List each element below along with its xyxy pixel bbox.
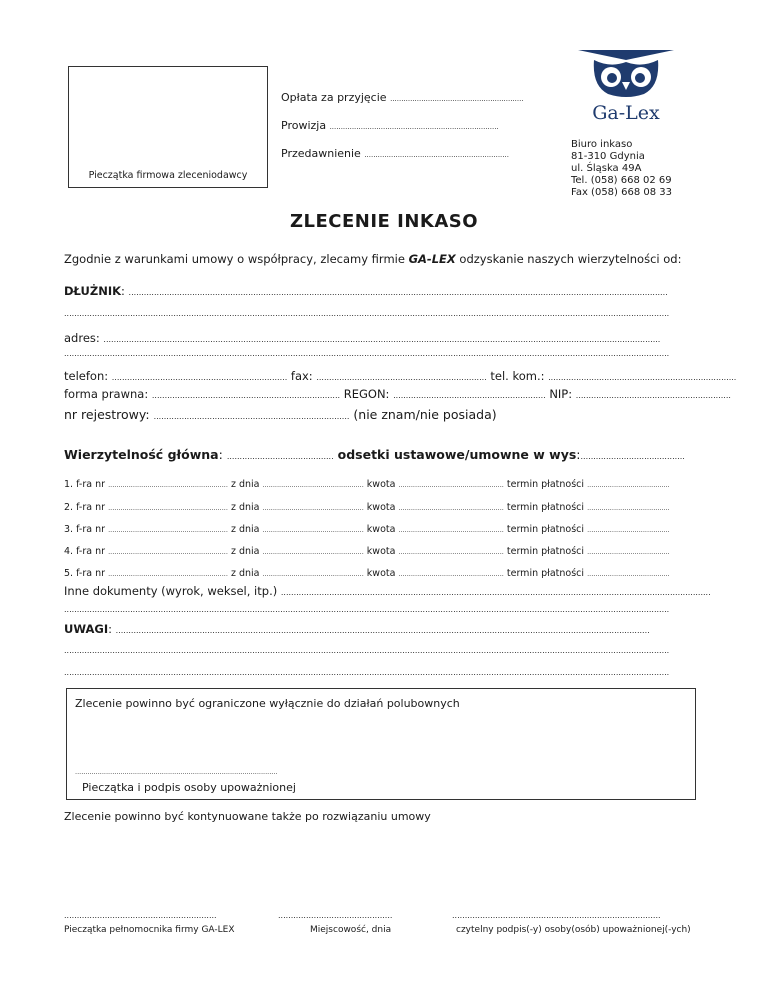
intro-company: GA-LEX (408, 252, 456, 266)
amount-label: kwota (366, 546, 396, 557)
intro-text (64, 252, 698, 266)
office-fax: Fax (058) 668 08 33 (571, 187, 673, 198)
due-label: termin płatności (506, 502, 585, 513)
main-claim-label: Wierzytelność główna (64, 447, 219, 462)
regon-label: REGON: (343, 387, 390, 401)
invoice-row[interactable]: 5. f-ra nr .......................................................... z dnia ................................................. kwota ................................................... termin płatności ........................................ (64, 568, 670, 579)
office-address (571, 139, 672, 199)
entry-fee-label: Opłata za przyjęcie (281, 91, 387, 104)
intro-before: Zgodnie z warunkami umowy o współpracy, zlecamy firmie (64, 252, 409, 266)
invoice-label: f-ra nr (76, 546, 106, 557)
debtor-line[interactable]: DŁUŻNIK: .................................................................................................................................................................................................................... (64, 284, 668, 298)
legal-form-label: forma prawna: (64, 387, 149, 401)
invoice-row[interactable]: 2. f-ra nr .......................................................... z dnia ................................................. kwota ................................................... termin płatności ........................................ (64, 502, 670, 513)
limitation-line: Przedawnienie ................................................................. (281, 147, 509, 160)
register-line[interactable]: nr rejestrowy: ............................................................................. (nie znam/nie posiada) (64, 407, 497, 422)
debtor-line-2[interactable]: .............................................................................................................................................................................................................................................. (64, 309, 670, 318)
client-stamp-box (68, 66, 268, 188)
amicable-actions-box (66, 688, 696, 800)
client-stamp-label: Pieczątka firmowa zleceniodawcy (88, 170, 248, 181)
readable-signature-label: czytelny podpis(-y) osoby(osób) upoważnionej(-ych) (456, 925, 691, 935)
row-number: 5. (64, 568, 74, 579)
nip-label: NIP: (549, 387, 573, 401)
invoice-row[interactable]: 4. f-ra nr .......................................................... z dnia ................................................. kwota ................................................... termin płatności ........................................ (64, 546, 670, 557)
address-label: adres: (64, 331, 100, 345)
contact-line[interactable]: telefon: ..................................................................... fax: ................................................................... tel. kom.: .......................................................................... (64, 369, 737, 383)
invoice-label: f-ra nr (76, 502, 106, 513)
fax-label: fax: (290, 369, 313, 383)
office-phone: Tel. (058) 668 02 69 (571, 175, 672, 186)
amicable-actions-text: Zlecenie powinno być ograniczone wyłącznie do działań polubownych (75, 697, 460, 710)
invoice-label: f-ra nr (76, 524, 106, 535)
invoice-row[interactable]: 1. f-ra nr .......................................................... z dnia ................................................. kwota ................................................... termin płatności ........................................ (64, 479, 670, 490)
commission-line: Prowizja ............................................................................ (281, 119, 499, 132)
limitation-label: Przedawnienie (281, 147, 361, 160)
register-note: (nie znam/nie posiada) (353, 407, 497, 422)
date-label: z dnia (230, 568, 260, 579)
debtor-label: DŁUŻNIK (64, 284, 122, 298)
phone-label: telefon: (64, 369, 109, 383)
date-label: z dnia (230, 546, 260, 557)
row-number: 3. (64, 524, 74, 535)
remarks-line[interactable]: UWAGI: .................................................................................................................................................................................................................. (64, 622, 650, 636)
office-city: 81-310 Gdynia (571, 151, 645, 162)
due-label: termin płatności (506, 568, 585, 579)
office-name: Biuro inkaso (571, 139, 633, 150)
other-docs-row[interactable]: Inne dokumenty (wyrok, weksel, itp.) ......................................................................................................................................................................... (64, 584, 711, 598)
continue-text: Zlecenie powinno być kontynuowane także po rozwiązaniu umowy (64, 810, 431, 823)
owl-logo-icon (578, 46, 674, 130)
signature-dots-3[interactable]: .................................................................................. (452, 911, 661, 920)
date-label: z dnia (230, 524, 260, 535)
office-street: ul. Śląska 49A (571, 163, 642, 174)
amount-label: kwota (366, 502, 396, 513)
invoice-label: f-ra nr (76, 568, 106, 579)
amount-label: kwota (366, 524, 396, 535)
interest-label: odsetki ustawowe/umowne w wys (337, 447, 577, 462)
entry-fee-line: Opłata za przyjęcie ............................................................ (281, 91, 524, 104)
row-number: 2. (64, 502, 74, 513)
other-docs-label: Inne dokumenty (wyrok, weksel, itp.) (64, 584, 278, 598)
amount-label: kwota (366, 568, 396, 579)
date-label: z dnia (230, 502, 260, 513)
row-number: 4. (64, 546, 74, 557)
invoice-row[interactable]: 3. f-ra nr .......................................................... z dnia ................................................. kwota ................................................... termin płatności ........................................ (64, 524, 670, 535)
signature-dots-2[interactable]: ............................................. (278, 911, 393, 920)
invoice-label: f-ra nr (76, 479, 106, 490)
claim-line[interactable]: Wierzytelność główna: .......................................... odsetki ustawowe/umowne w wys:......................................... (64, 447, 685, 462)
place-date-label: Miejscowość, dnia (310, 925, 392, 935)
due-label: termin płatności (506, 524, 585, 535)
remarks-line-2[interactable]: .............................................................................................................................................................................................................................................. (64, 646, 670, 655)
page-title: ZLECENIE INKASO (289, 211, 479, 232)
register-label: nr rejestrowy: (64, 407, 150, 422)
signature-dots-1[interactable]: ............................................................ (64, 911, 217, 920)
agent-stamp-label: Pieczątka pełnomocnika firmy GA-LEX (64, 925, 235, 935)
other-docs-line-2[interactable]: .............................................................................................................................................................................................................................................. (64, 605, 670, 614)
logo-text: Ga-Lex (592, 102, 660, 124)
mobile-label: tel. kom.: (490, 369, 545, 383)
legal-form-line[interactable]: forma prawna: .......................................................................... REGON: ............................................................ NIP: ............................................................. (64, 387, 731, 401)
intro-after: odzyskanie naszych wierzytelności od: (455, 252, 682, 266)
due-label: termin płatności (506, 546, 585, 557)
date-label: z dnia (230, 479, 260, 490)
row-number: 1. (64, 479, 74, 490)
remarks-label: UWAGI (64, 622, 109, 636)
due-label: termin płatności (506, 479, 585, 490)
signature-dots[interactable]: .................................................................................................. (75, 768, 278, 776)
authorized-signature-label: Pieczątka i podpis osoby upoważnionej (82, 781, 296, 794)
commission-label: Prowizja (281, 119, 327, 132)
remarks-line-3[interactable]: .............................................................................................................................................................................................................................................. (64, 668, 670, 677)
amount-label: kwota (366, 479, 396, 490)
address-line-2[interactable]: .............................................................................................................................................................................................................................................. (64, 349, 670, 358)
address-line[interactable]: adres: ........................................................................................................................................................................................................................... (64, 331, 661, 345)
